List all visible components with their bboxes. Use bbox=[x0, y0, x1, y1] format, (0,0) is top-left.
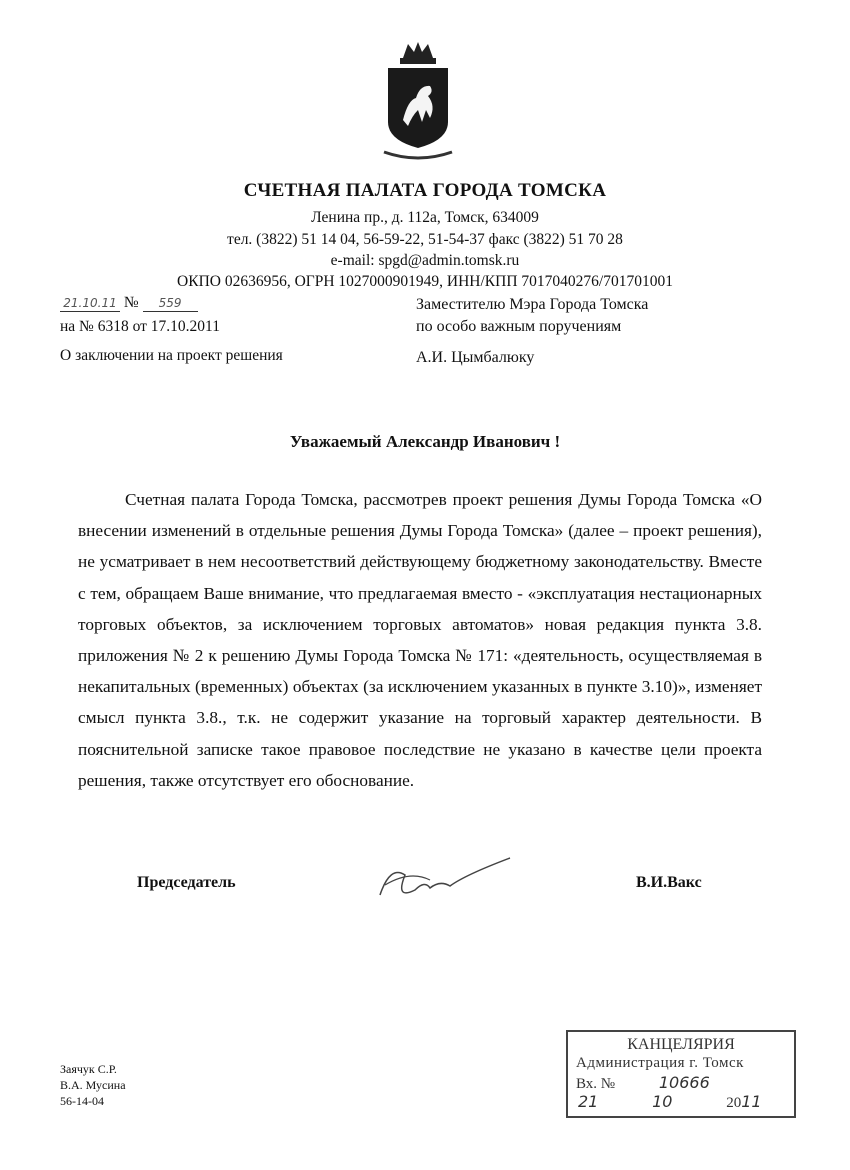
outgoing-number-line bbox=[60, 294, 260, 312]
executors bbox=[60, 1061, 126, 1109]
stamp-title: КАНЦЕЛЯРИЯ bbox=[627, 1036, 735, 1053]
stamp-org: Администрация г. Томск bbox=[576, 1055, 744, 1071]
executor-1: Заячук С.Р. bbox=[60, 1062, 117, 1076]
executor-phone: 56-14-04 bbox=[60, 1094, 104, 1108]
letter-body: Счетная палата Города Томска, рассмотрев проект решения Думы Города Томска «О внесении изменений в отдельные решения Думы Города Томска» (далее – проект решения), не усматривает в нем несоответствий действующему бюджетному законодательству. Вместе с тем, обращаем Ваше внимание, что предлагаемая вместо - «эксплуатация нестационарных торговых объектов, за исключением торговых автоматов» новая редакция пункта 3.8. приложения № 2 к решению Думы Города Томска № 171: «деятельность, осуществляемая в некапитальных (временных) объектах (за исключением указанных в пункте 3.10)», изменяет смысл пункта 3.8., т.к. не содержит указание на торговый характер деятельности. В пояснительной записке такое правовое последствие не указано в качестве цели проекта решения, также отсутствует его обоснование. bbox=[78, 490, 762, 790]
executor-2: В.А. Мусина bbox=[60, 1078, 126, 1092]
stamp-day: 21 bbox=[578, 1092, 599, 1111]
stamp-in-label: Вх. № bbox=[576, 1076, 616, 1092]
stamp-in-number: 10666 bbox=[658, 1073, 710, 1092]
addressee-line1: Заместителю Мэра Города Томска bbox=[416, 296, 649, 313]
greeting: Уважаемый Александр Иванович ! bbox=[289, 432, 561, 451]
reference: на № 6318 от 17.10.2011 bbox=[60, 318, 220, 335]
signatory-position: Председатель bbox=[137, 874, 236, 891]
number-label: № bbox=[123, 294, 139, 311]
organization-title: СЧЕТНАЯ ПАЛАТА ГОРОДА ТОМСКА bbox=[243, 180, 607, 201]
signatory-name: В.И.Вакс bbox=[636, 874, 702, 891]
address: Ленина пр., д. 112а, Томск, 634009 bbox=[311, 209, 539, 226]
addressee-line2: по особо важным поручениям bbox=[416, 318, 622, 335]
registration-codes: ОКПО 02636956, ОГРН 1027000901949, ИНН/КПП 7017040276/701701001 bbox=[177, 273, 673, 290]
stamp-month: 10 bbox=[652, 1092, 673, 1111]
coat-of-arms-icon bbox=[378, 40, 458, 165]
stamp-year-prefix: 20 bbox=[726, 1095, 742, 1111]
registry-stamp bbox=[566, 1030, 796, 1118]
phones: тел. (3822) 51 14 04, 56-59-22, 51-54-37 факс (3822) 51 70 28 bbox=[227, 231, 623, 248]
signature-icon bbox=[370, 850, 520, 910]
handwritten-date: 21.10.11 bbox=[60, 295, 120, 312]
email: e-mail: spgd@admin.tomsk.ru bbox=[330, 252, 520, 269]
addressee-name: А.И. Цымбалюку bbox=[416, 349, 535, 366]
subject: О заключении на проект решения bbox=[60, 347, 283, 364]
handwritten-number: 559 bbox=[143, 295, 198, 312]
stamp-year-suffix: 11 bbox=[741, 1092, 762, 1111]
